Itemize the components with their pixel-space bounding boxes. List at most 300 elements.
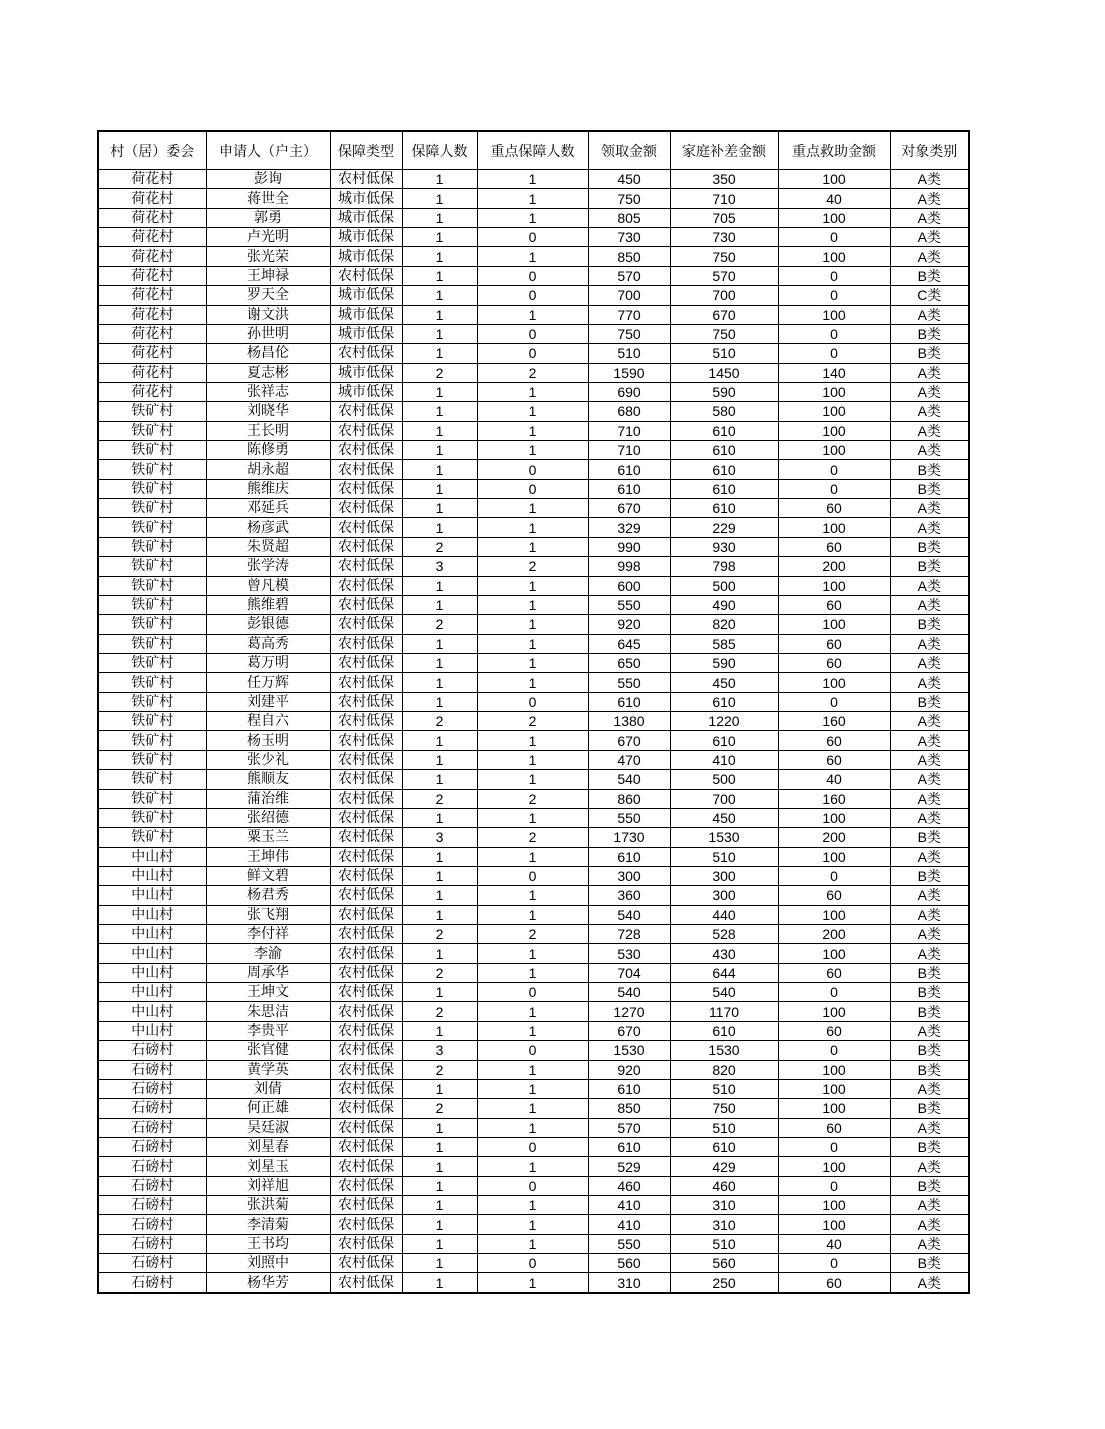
key-covered-persons-cell: 2	[477, 828, 588, 847]
amount-received-cell: 770	[588, 305, 670, 324]
amount-received-cell: 460	[588, 1176, 670, 1195]
header-category: 对象类别	[890, 131, 969, 170]
applicant-cell: 陈修勇	[206, 441, 330, 460]
family-subsidy-cell: 710	[670, 189, 778, 208]
key-covered-persons-cell: 2	[477, 363, 588, 382]
village-cell: 铁矿村	[98, 518, 206, 537]
key-relief-cell: 0	[778, 692, 890, 711]
applicant-cell: 张祥志	[206, 382, 330, 401]
village-cell: 铁矿村	[98, 460, 206, 479]
key-covered-persons-cell: 2	[477, 557, 588, 576]
applicant-cell: 葛万明	[206, 653, 330, 672]
village-cell: 荷花村	[98, 189, 206, 208]
category-cell: A类	[890, 789, 969, 808]
category-cell: B类	[890, 828, 969, 847]
applicant-cell: 吴廷淑	[206, 1118, 330, 1137]
security-type-cell: 农村低保	[330, 557, 402, 576]
village-cell: 中山村	[98, 847, 206, 866]
table-row	[98, 905, 969, 924]
amount-received-cell: 850	[588, 1099, 670, 1118]
amount-received-cell: 680	[588, 402, 670, 421]
village-cell: 荷花村	[98, 363, 206, 382]
applicant-cell: 刘晓华	[206, 402, 330, 421]
security-type-cell: 农村低保	[330, 653, 402, 672]
category-cell: B类	[890, 1099, 969, 1118]
security-type-cell: 农村低保	[330, 1234, 402, 1253]
applicant-cell: 李清菊	[206, 1215, 330, 1234]
category-cell: A类	[890, 886, 969, 905]
village-cell: 石磅村	[98, 1137, 206, 1156]
village-cell: 石磅村	[98, 1234, 206, 1253]
key-relief-cell: 60	[778, 499, 890, 518]
category-cell: A类	[890, 1079, 969, 1098]
key-covered-persons-cell: 1	[477, 673, 588, 692]
family-subsidy-cell: 610	[670, 731, 778, 750]
key-relief-cell: 100	[778, 576, 890, 595]
key-covered-persons-cell: 0	[477, 228, 588, 247]
table-row	[98, 1273, 969, 1293]
covered-persons-cell: 1	[402, 324, 477, 343]
applicant-cell: 李付祥	[206, 925, 330, 944]
table-row	[98, 789, 969, 808]
village-cell: 铁矿村	[98, 731, 206, 750]
key-covered-persons-cell: 0	[477, 1254, 588, 1273]
key-covered-persons-cell: 1	[477, 886, 588, 905]
applicant-cell: 张绍德	[206, 808, 330, 827]
table-row	[98, 247, 969, 266]
amount-received-cell: 540	[588, 905, 670, 924]
table-row	[98, 305, 969, 324]
covered-persons-cell: 1	[402, 770, 477, 789]
key-relief-cell: 0	[778, 228, 890, 247]
applicant-cell: 张官健	[206, 1041, 330, 1060]
security-type-cell: 农村低保	[330, 615, 402, 634]
applicant-cell: 蒋世全	[206, 189, 330, 208]
family-subsidy-cell: 670	[670, 305, 778, 324]
category-cell: B类	[890, 983, 969, 1002]
amount-received-cell: 610	[588, 460, 670, 479]
security-type-cell: 农村低保	[330, 402, 402, 421]
security-type-cell: 农村低保	[330, 925, 402, 944]
covered-persons-cell: 1	[402, 460, 477, 479]
security-type-cell: 农村低保	[330, 1196, 402, 1215]
category-cell: A类	[890, 808, 969, 827]
family-subsidy-cell: 490	[670, 595, 778, 614]
applicant-cell: 刘祥旭	[206, 1176, 330, 1195]
security-type-cell: 农村低保	[330, 692, 402, 711]
applicant-cell: 黄学英	[206, 1060, 330, 1079]
key-relief-cell: 0	[778, 1176, 890, 1195]
applicant-cell: 张光荣	[206, 247, 330, 266]
key-covered-persons-cell: 0	[477, 1176, 588, 1195]
key-covered-persons-cell: 1	[477, 944, 588, 963]
applicant-cell: 张学涛	[206, 557, 330, 576]
category-cell: A类	[890, 170, 969, 189]
applicant-cell: 杨君秀	[206, 886, 330, 905]
table-row	[98, 557, 969, 576]
family-subsidy-cell: 610	[670, 1137, 778, 1156]
applicant-cell: 朱贤超	[206, 537, 330, 556]
key-relief-cell: 100	[778, 1157, 890, 1176]
covered-persons-cell: 1	[402, 305, 477, 324]
family-subsidy-cell: 560	[670, 1254, 778, 1273]
amount-received-cell: 550	[588, 808, 670, 827]
table-row	[98, 847, 969, 866]
key-covered-persons-cell: 1	[477, 731, 588, 750]
key-relief-cell: 100	[778, 170, 890, 189]
amount-received-cell: 710	[588, 441, 670, 460]
village-cell: 铁矿村	[98, 576, 206, 595]
table-row	[98, 1137, 969, 1156]
key-relief-cell: 100	[778, 615, 890, 634]
category-cell: B类	[890, 1137, 969, 1156]
village-cell: 中山村	[98, 983, 206, 1002]
category-cell: A类	[890, 595, 969, 614]
table-row	[98, 963, 969, 982]
covered-persons-cell: 1	[402, 944, 477, 963]
amount-received-cell: 550	[588, 1234, 670, 1253]
key-covered-persons-cell: 1	[477, 170, 588, 189]
category-cell: B类	[890, 615, 969, 634]
key-covered-persons-cell: 2	[477, 712, 588, 731]
covered-persons-cell: 1	[402, 731, 477, 750]
village-cell: 铁矿村	[98, 712, 206, 731]
village-cell: 石磅村	[98, 1118, 206, 1137]
village-cell: 石磅村	[98, 1254, 206, 1273]
security-type-cell: 农村低保	[330, 983, 402, 1002]
family-subsidy-cell: 644	[670, 963, 778, 982]
key-covered-persons-cell: 1	[477, 1157, 588, 1176]
amount-received-cell: 610	[588, 847, 670, 866]
family-subsidy-cell: 930	[670, 537, 778, 556]
key-covered-persons-cell: 1	[477, 576, 588, 595]
security-type-cell: 农村低保	[330, 1079, 402, 1098]
family-subsidy-cell: 590	[670, 382, 778, 401]
covered-persons-cell: 1	[402, 1254, 477, 1273]
applicant-cell: 熊顺友	[206, 770, 330, 789]
table-row	[98, 421, 969, 440]
key-covered-persons-cell: 1	[477, 770, 588, 789]
family-subsidy-cell: 705	[670, 208, 778, 227]
covered-persons-cell: 1	[402, 266, 477, 285]
village-cell: 铁矿村	[98, 808, 206, 827]
category-cell: A类	[890, 770, 969, 789]
amount-received-cell: 805	[588, 208, 670, 227]
village-cell: 石磅村	[98, 1215, 206, 1234]
amount-received-cell: 530	[588, 944, 670, 963]
family-subsidy-cell: 1450	[670, 363, 778, 382]
category-cell: B类	[890, 324, 969, 343]
category-cell: A类	[890, 944, 969, 963]
key-covered-persons-cell: 1	[477, 537, 588, 556]
amount-received-cell: 730	[588, 228, 670, 247]
amount-received-cell: 610	[588, 1079, 670, 1098]
village-cell: 中山村	[98, 886, 206, 905]
family-subsidy-cell: 570	[670, 266, 778, 285]
amount-received-cell: 410	[588, 1196, 670, 1215]
amount-received-cell: 510	[588, 344, 670, 363]
applicant-cell: 李贵平	[206, 1021, 330, 1040]
amount-received-cell: 670	[588, 731, 670, 750]
key-relief-cell: 100	[778, 247, 890, 266]
security-type-cell: 农村低保	[330, 944, 402, 963]
key-covered-persons-cell: 0	[477, 286, 588, 305]
key-relief-cell: 200	[778, 925, 890, 944]
security-type-cell: 农村低保	[330, 1002, 402, 1021]
table-row	[98, 1176, 969, 1195]
key-covered-persons-cell: 1	[477, 1002, 588, 1021]
table-row	[98, 1041, 969, 1060]
key-relief-cell: 100	[778, 518, 890, 537]
category-cell: A类	[890, 1215, 969, 1234]
category-cell: A类	[890, 1118, 969, 1137]
family-subsidy-cell: 820	[670, 1060, 778, 1079]
key-relief-cell: 100	[778, 847, 890, 866]
key-covered-persons-cell: 0	[477, 344, 588, 363]
key-relief-cell: 100	[778, 305, 890, 324]
amount-received-cell: 998	[588, 557, 670, 576]
security-type-cell: 城市低保	[330, 305, 402, 324]
covered-persons-cell: 1	[402, 750, 477, 769]
amount-received-cell: 645	[588, 634, 670, 653]
covered-persons-cell: 1	[402, 634, 477, 653]
header-security-type: 保障类型	[330, 131, 402, 170]
family-subsidy-cell: 820	[670, 615, 778, 634]
category-cell: A类	[890, 499, 969, 518]
table-row	[98, 479, 969, 498]
header-village: 村（居）委会	[98, 131, 206, 170]
covered-persons-cell: 1	[402, 692, 477, 711]
applicant-cell: 张洪菊	[206, 1196, 330, 1215]
category-cell: B类	[890, 1060, 969, 1079]
table-row	[98, 1021, 969, 1040]
table-row	[98, 1118, 969, 1137]
family-subsidy-cell: 350	[670, 170, 778, 189]
covered-persons-cell: 1	[402, 189, 477, 208]
key-covered-persons-cell: 1	[477, 1196, 588, 1215]
table-row	[98, 866, 969, 885]
table-row	[98, 1215, 969, 1234]
amount-received-cell: 570	[588, 266, 670, 285]
village-cell: 荷花村	[98, 266, 206, 285]
category-cell: B类	[890, 692, 969, 711]
key-covered-persons-cell: 1	[477, 1079, 588, 1098]
category-cell: A类	[890, 189, 969, 208]
amount-received-cell: 600	[588, 576, 670, 595]
covered-persons-cell: 1	[402, 382, 477, 401]
table-row	[98, 770, 969, 789]
security-type-cell: 城市低保	[330, 382, 402, 401]
category-cell: A类	[890, 673, 969, 692]
amount-received-cell: 310	[588, 1273, 670, 1293]
village-cell: 荷花村	[98, 324, 206, 343]
table-row	[98, 499, 969, 518]
family-subsidy-cell: 590	[670, 653, 778, 672]
header-covered-persons: 保障人数	[402, 131, 477, 170]
table-row	[98, 1079, 969, 1098]
family-subsidy-cell: 610	[670, 421, 778, 440]
village-cell: 铁矿村	[98, 750, 206, 769]
applicant-cell: 李渝	[206, 944, 330, 963]
key-covered-persons-cell: 0	[477, 460, 588, 479]
key-relief-cell: 100	[778, 421, 890, 440]
key-covered-persons-cell: 1	[477, 305, 588, 324]
family-subsidy-cell: 440	[670, 905, 778, 924]
amount-received-cell: 610	[588, 1137, 670, 1156]
key-relief-cell: 100	[778, 1099, 890, 1118]
applicant-cell: 蒲治维	[206, 789, 330, 808]
family-subsidy-cell: 610	[670, 460, 778, 479]
village-cell: 石磅村	[98, 1273, 206, 1293]
village-cell: 铁矿村	[98, 421, 206, 440]
key-relief-cell: 60	[778, 963, 890, 982]
security-type-cell: 农村低保	[330, 576, 402, 595]
key-covered-persons-cell: 1	[477, 441, 588, 460]
applicant-cell: 熊维庆	[206, 479, 330, 498]
security-type-cell: 农村低保	[330, 1099, 402, 1118]
family-subsidy-cell: 510	[670, 847, 778, 866]
table-row	[98, 712, 969, 731]
family-subsidy-cell: 300	[670, 866, 778, 885]
family-subsidy-cell: 510	[670, 1079, 778, 1098]
applicant-cell: 杨华芳	[206, 1273, 330, 1293]
security-type-cell: 农村低保	[330, 866, 402, 885]
family-subsidy-cell: 580	[670, 402, 778, 421]
applicant-cell: 刘星玉	[206, 1157, 330, 1176]
category-cell: A类	[890, 576, 969, 595]
amount-received-cell: 560	[588, 1254, 670, 1273]
family-subsidy-cell: 750	[670, 247, 778, 266]
applicant-cell: 夏志彬	[206, 363, 330, 382]
village-cell: 铁矿村	[98, 789, 206, 808]
key-covered-persons-cell: 1	[477, 247, 588, 266]
covered-persons-cell: 1	[402, 1273, 477, 1293]
key-covered-persons-cell: 1	[477, 653, 588, 672]
amount-received-cell: 410	[588, 1215, 670, 1234]
category-cell: B类	[890, 1254, 969, 1273]
key-relief-cell: 0	[778, 1254, 890, 1273]
category-cell: A类	[890, 228, 969, 247]
security-type-cell: 农村低保	[330, 441, 402, 460]
applicant-cell: 鲜文碧	[206, 866, 330, 885]
table-row	[98, 944, 969, 963]
covered-persons-cell: 1	[402, 479, 477, 498]
family-subsidy-cell: 450	[670, 673, 778, 692]
applicant-cell: 杨彦武	[206, 518, 330, 537]
covered-persons-cell: 1	[402, 421, 477, 440]
family-subsidy-cell: 1220	[670, 712, 778, 731]
table-row	[98, 925, 969, 944]
covered-persons-cell: 1	[402, 1137, 477, 1156]
key-relief-cell: 200	[778, 557, 890, 576]
key-covered-persons-cell: 1	[477, 421, 588, 440]
category-cell: B类	[890, 963, 969, 982]
village-cell: 中山村	[98, 925, 206, 944]
key-covered-persons-cell: 1	[477, 208, 588, 227]
village-cell: 铁矿村	[98, 479, 206, 498]
amount-received-cell: 704	[588, 963, 670, 982]
applicant-cell: 罗天全	[206, 286, 330, 305]
security-type-cell: 城市低保	[330, 189, 402, 208]
village-cell: 铁矿村	[98, 692, 206, 711]
family-subsidy-cell: 229	[670, 518, 778, 537]
amount-received-cell: 550	[588, 673, 670, 692]
amount-received-cell: 860	[588, 789, 670, 808]
category-cell: A类	[890, 1196, 969, 1215]
covered-persons-cell: 1	[402, 1215, 477, 1234]
key-relief-cell: 40	[778, 189, 890, 208]
applicant-cell: 熊维碧	[206, 595, 330, 614]
category-cell: A类	[890, 1234, 969, 1253]
key-relief-cell: 0	[778, 1137, 890, 1156]
security-type-cell: 农村低保	[330, 963, 402, 982]
category-cell: A类	[890, 634, 969, 653]
security-type-cell: 城市低保	[330, 286, 402, 305]
table-row	[98, 1060, 969, 1079]
applicant-cell: 周承华	[206, 963, 330, 982]
header-family-subsidy: 家庭补差金额	[670, 131, 778, 170]
family-subsidy-cell: 510	[670, 344, 778, 363]
covered-persons-cell: 1	[402, 247, 477, 266]
key-relief-cell: 100	[778, 905, 890, 924]
security-type-cell: 城市低保	[330, 228, 402, 247]
amount-received-cell: 329	[588, 518, 670, 537]
village-cell: 石磅村	[98, 1079, 206, 1098]
security-type-cell: 农村低保	[330, 1041, 402, 1060]
table-row	[98, 1234, 969, 1253]
key-relief-cell: 100	[778, 1196, 890, 1215]
header-applicant: 申请人（户主）	[206, 131, 330, 170]
table-row	[98, 750, 969, 769]
covered-persons-cell: 1	[402, 886, 477, 905]
category-cell: C类	[890, 286, 969, 305]
category-cell: A类	[890, 305, 969, 324]
applicant-cell: 彭询	[206, 170, 330, 189]
family-subsidy-cell: 310	[670, 1196, 778, 1215]
key-relief-cell: 60	[778, 537, 890, 556]
key-relief-cell: 60	[778, 595, 890, 614]
category-cell: A类	[890, 905, 969, 924]
village-cell: 石磅村	[98, 1099, 206, 1118]
key-relief-cell: 60	[778, 653, 890, 672]
security-type-cell: 农村低保	[330, 770, 402, 789]
key-relief-cell: 100	[778, 382, 890, 401]
security-type-cell: 农村低保	[330, 479, 402, 498]
amount-received-cell: 750	[588, 189, 670, 208]
family-subsidy-cell: 510	[670, 1118, 778, 1137]
covered-persons-cell: 3	[402, 828, 477, 847]
table-row	[98, 344, 969, 363]
table-row	[98, 692, 969, 711]
header-row	[98, 131, 969, 170]
key-relief-cell: 60	[778, 1118, 890, 1137]
key-relief-cell: 60	[778, 886, 890, 905]
family-subsidy-cell: 429	[670, 1157, 778, 1176]
covered-persons-cell: 1	[402, 228, 477, 247]
amount-received-cell: 710	[588, 421, 670, 440]
covered-persons-cell: 2	[402, 789, 477, 808]
covered-persons-cell: 1	[402, 983, 477, 1002]
village-cell: 铁矿村	[98, 537, 206, 556]
amount-received-cell: 1730	[588, 828, 670, 847]
key-covered-persons-cell: 1	[477, 634, 588, 653]
applicant-cell: 孙世明	[206, 324, 330, 343]
key-relief-cell: 0	[778, 460, 890, 479]
applicant-cell: 张飞翔	[206, 905, 330, 924]
family-subsidy-cell: 528	[670, 925, 778, 944]
category-cell: B类	[890, 460, 969, 479]
applicant-cell: 谢文洪	[206, 305, 330, 324]
